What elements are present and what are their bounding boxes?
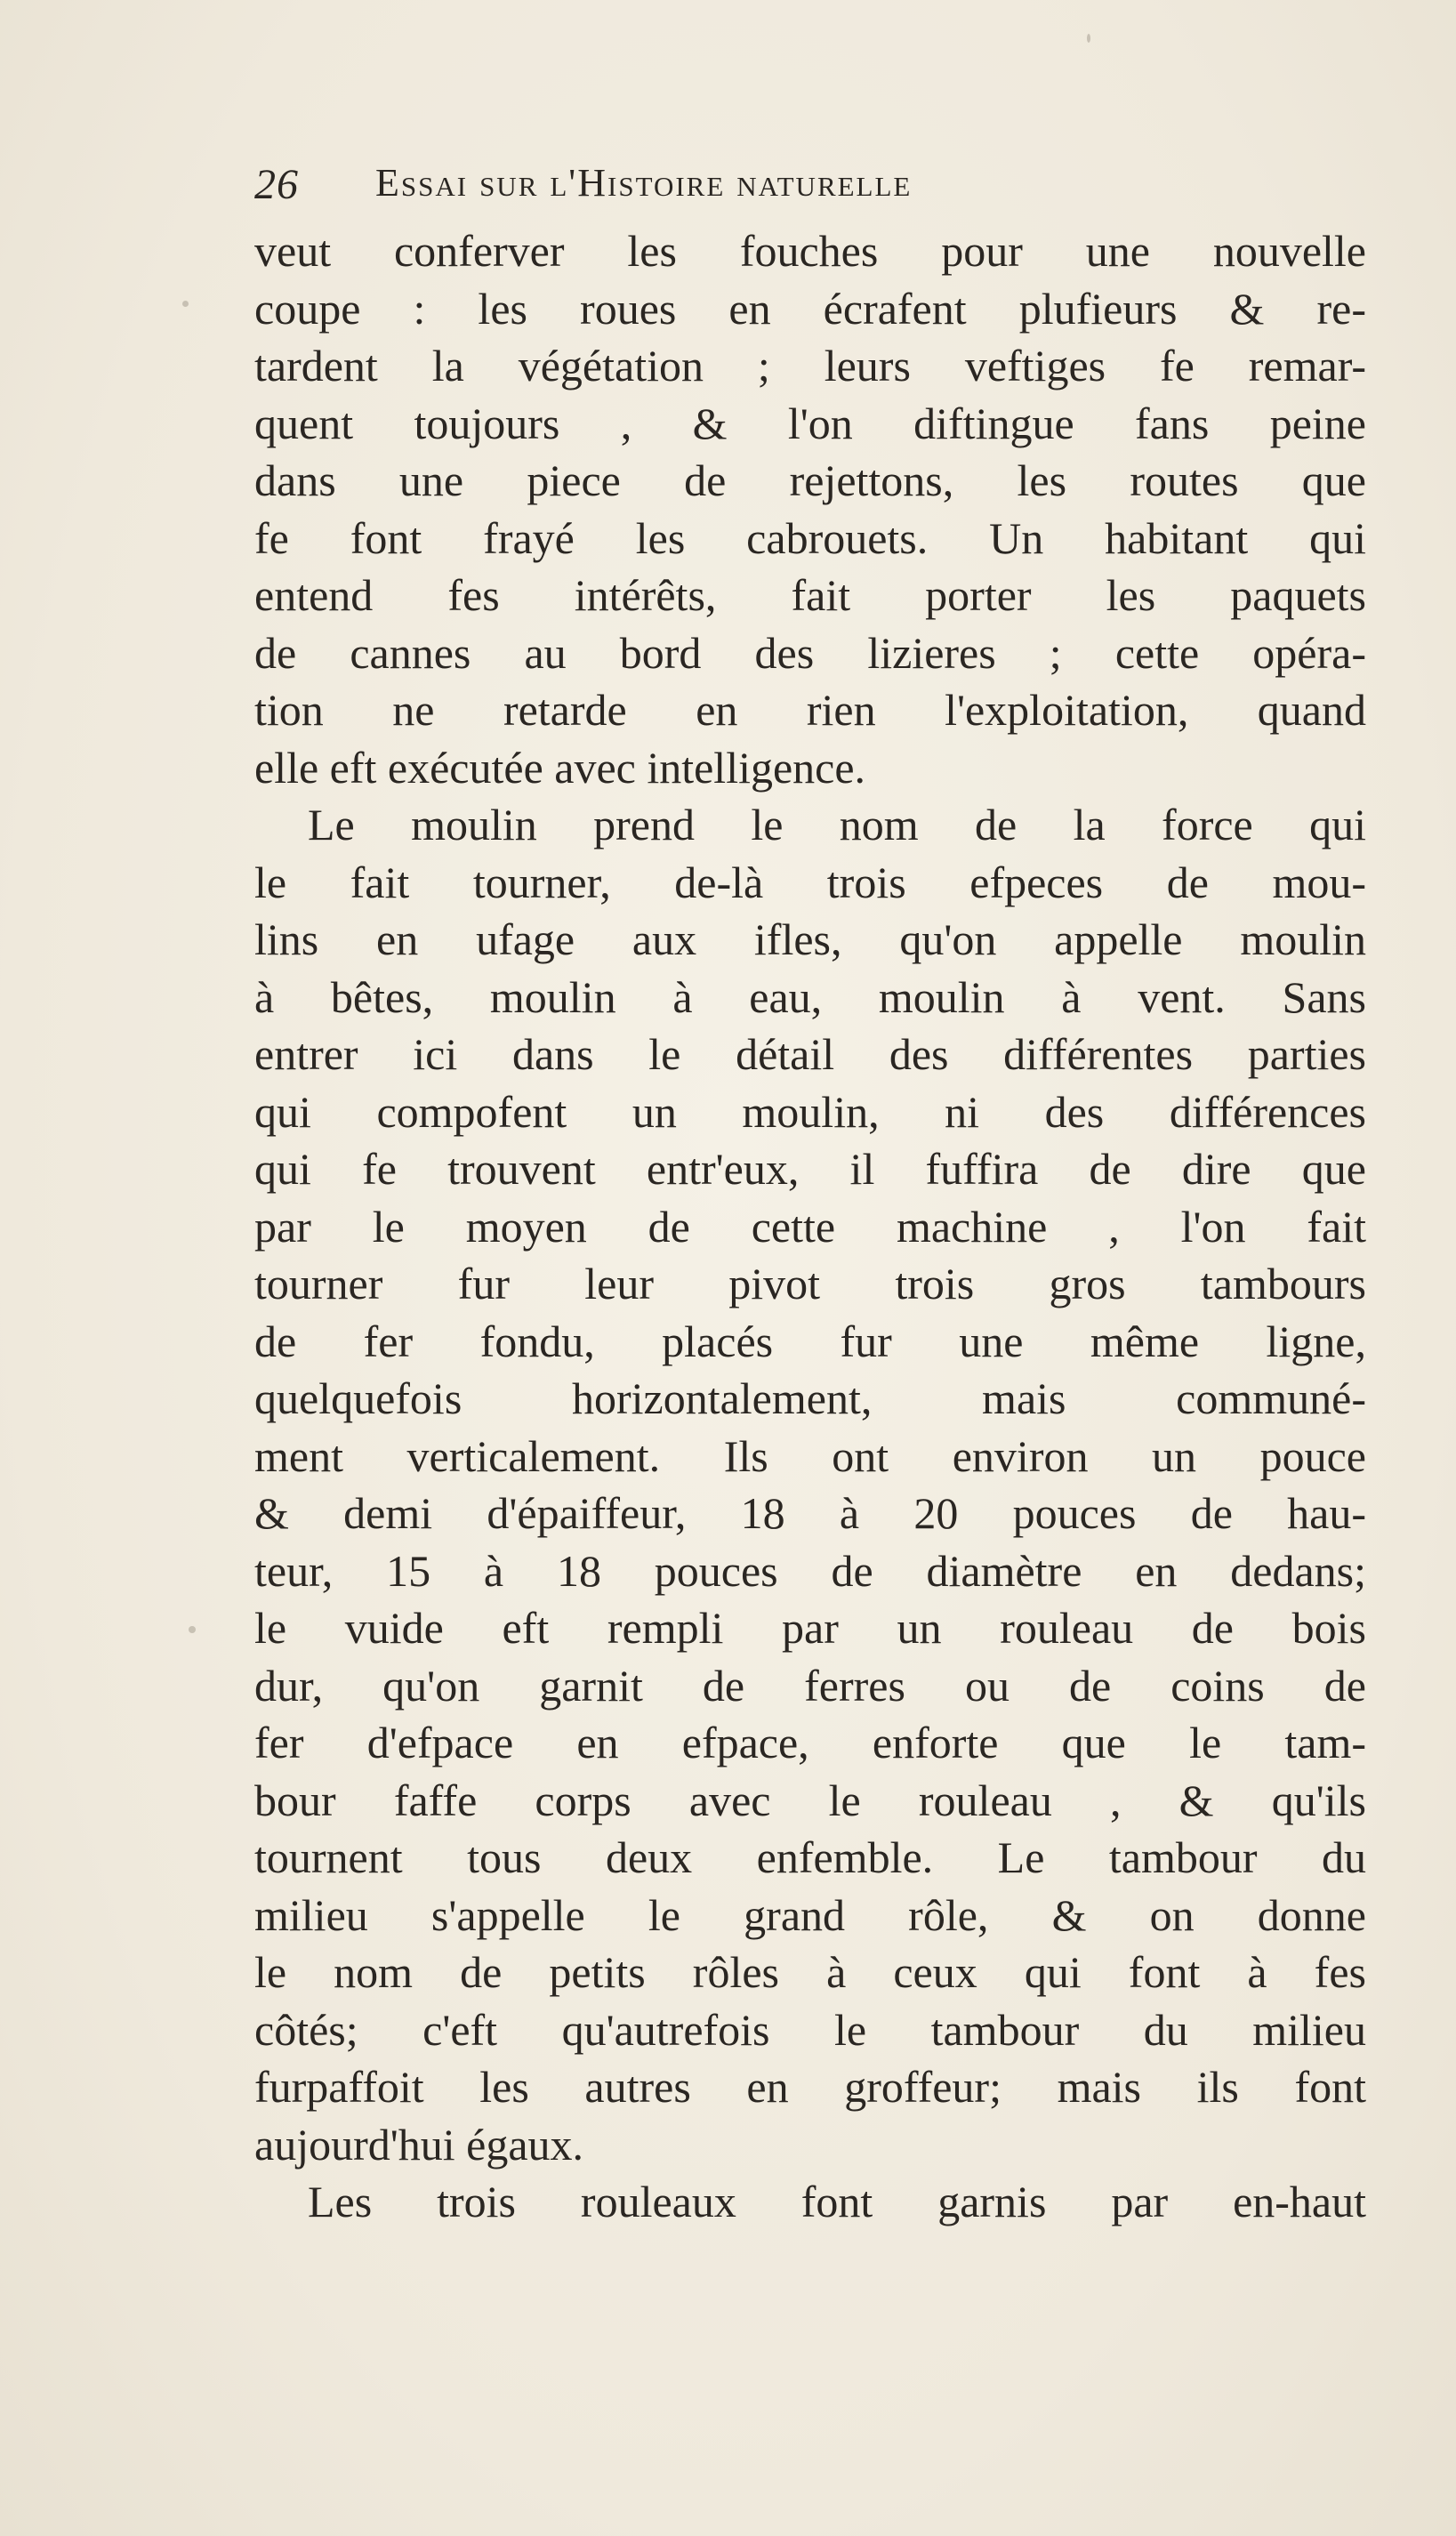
text-line: quelquefois horizontalement, mais communé- xyxy=(254,1373,1366,1423)
page-number: 26 xyxy=(254,161,299,208)
running-title: Essai sur l'Histoire naturelle xyxy=(375,161,913,205)
text-line: tion ne retarde en rien l'exploitation, quand xyxy=(254,685,1366,735)
text-line: dans une piece de rejettons, les routes que xyxy=(254,455,1366,505)
text-line: entrer ici dans le détail des différentes parties xyxy=(254,1029,1366,1079)
text-line: fer d'efpace en efpace, enforte que le tam- xyxy=(254,1718,1366,1767)
text-line: bour faffe corps avec le rouleau , & qu'ils xyxy=(254,1775,1366,1825)
text-line: veut conferver les fouches pour une nouvelle xyxy=(254,226,1366,276)
text-line: tourner fur leur pivot trois gros tambours xyxy=(254,1259,1366,1308)
text-line: le vuide eft rempli par un rouleau de bois xyxy=(254,1603,1366,1653)
paragraph-start-line: Les trois rouleaux font garnis par en-haut xyxy=(308,2177,1366,2226)
text-line: milieu s'appelle le grand rôle, & on donne xyxy=(254,1889,1366,1940)
text-line: de fer fondu, placés fur une même ligne, xyxy=(254,1316,1366,1366)
text-line: qui compofent un moulin, ni des différences xyxy=(254,1086,1366,1137)
text-line: quent toujours , & l'on diftingue fans peine xyxy=(254,398,1366,448)
text-line: de cannes au bord des lizieres ; cette opéra- xyxy=(254,627,1366,678)
paper-blemish xyxy=(189,1626,196,1633)
text-line: & demi d'épaiffeur, 18 à 20 pouces de hau- xyxy=(254,1488,1366,1538)
text-line: dur, qu'on garnit de ferres ou de coins de xyxy=(254,1660,1366,1711)
text-line: à bêtes, moulin à eau, moulin à vent. Sans xyxy=(254,971,1366,1022)
text-line: lins en ufage aux ifles, qu'on appelle moulin xyxy=(254,914,1366,964)
text-line: teur, 15 à 18 pouces de diamètre en dedans; xyxy=(254,1545,1366,1596)
text-line: par le moyen de cette machine , l'on fait xyxy=(254,1201,1366,1252)
text-line: entend fes intérêts, fait porter les paquets xyxy=(254,570,1366,620)
text-line: aujourd'hui égaux. xyxy=(254,2119,584,2170)
text-line: elle eft exécutée avec intelligence. xyxy=(254,742,866,793)
text-line: côtés; c'eft qu'autrefois le tambour du milieu xyxy=(254,2004,1366,2055)
text-line: le fait tourner, de-là trois efpeces de mou- xyxy=(254,857,1366,907)
text-line: fe font frayé les cabrouets. Un habitant qui xyxy=(254,512,1366,563)
body-text xyxy=(254,222,1366,2231)
text-line: le nom de petits rôles à ceux qui font à fes xyxy=(254,1947,1366,1997)
text-line: furpaffoit les autres en groffeur; mais ils font xyxy=(254,2062,1366,2112)
paper-blemish xyxy=(182,301,189,307)
paper-blemish xyxy=(1087,34,1090,43)
page-header xyxy=(254,160,1366,222)
paragraph-start-line: Le moulin prend le nom de la force qui xyxy=(308,800,1366,849)
text-line: coupe : les roues en écrafent plufieurs & re- xyxy=(254,283,1366,334)
text-line: qui fe trouvent entr'eux, il fuffira de dire que xyxy=(254,1144,1366,1194)
text-line: ment verticalement. Ils ont environ un pouce xyxy=(254,1430,1366,1481)
text-line: tardent la végétation ; leurs veftiges fe remar- xyxy=(254,341,1366,390)
text-line: tournent tous deux enfemble. Le tambour du xyxy=(254,1832,1366,1882)
